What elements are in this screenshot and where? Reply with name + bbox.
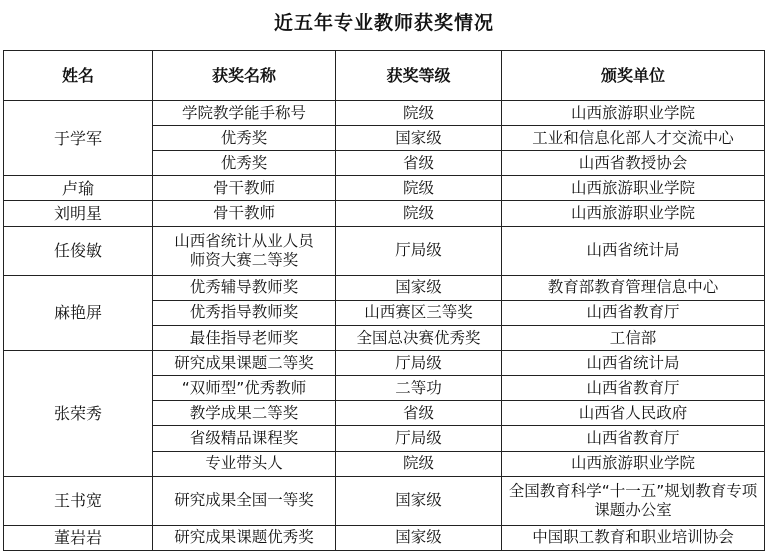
level-cell: 厅局级 [336,351,502,376]
level-cell: 院级 [336,201,502,226]
award-cell: “双师型”优秀教师 [153,376,336,401]
issuer-cell: 山西省人民政府 [502,401,765,426]
level-cell: 厅局级 [336,426,502,451]
level-cell: 省级 [336,401,502,426]
level-cell: 国家级 [336,525,502,550]
teacher-name-cell: 张荣秀 [4,351,153,477]
table-row [4,226,765,275]
teacher-name-cell: 王书宽 [4,476,153,525]
column-header-award: 获奖名称 [153,51,336,101]
column-header-name: 姓名 [4,51,153,101]
level-cell: 国家级 [336,476,502,525]
table-row [4,351,765,376]
award-cell: 优秀奖 [153,151,336,176]
level-cell: 国家级 [336,126,502,151]
teacher-name-cell: 卢瑜 [4,176,153,201]
award-cell: 研究成果课题二等奖 [153,351,336,376]
awards-table [3,50,765,551]
issuer-cell: 山西旅游职业学院 [502,451,765,476]
issuer-cell: 山西省统计局 [502,351,765,376]
table-row [4,201,765,226]
award-cell: 省级精品课程奖 [153,426,336,451]
level-cell: 省级 [336,151,502,176]
award-cell: 骨干教师 [153,201,336,226]
issuer-cell: 山西省统计局 [502,226,765,275]
teacher-name-cell: 刘明星 [4,201,153,226]
teacher-name-cell: 任俊敏 [4,226,153,275]
award-cell: 研究成果课题优秀奖 [153,525,336,550]
award-cell: 研究成果全国一等奖 [153,476,336,525]
level-cell: 院级 [336,176,502,201]
award-cell: 专业带头人 [153,451,336,476]
award-cell: 山西省统计从业人员师资大赛二等奖 [153,226,336,275]
issuer-cell: 中国职工教育和职业培训协会 [502,525,765,550]
award-cell: 最佳指导老师奖 [153,325,336,350]
level-cell: 院级 [336,451,502,476]
issuer-cell: 山西旅游职业学院 [502,101,765,126]
header-row [4,51,765,101]
page-title: 近五年专业教师获奖情况 [273,12,494,34]
award-cell: 优秀奖 [153,126,336,151]
issuer-cell: 山西旅游职业学院 [502,201,765,226]
level-cell: 全国总决赛优秀奖 [336,325,502,350]
issuer-cell: 山西省教授协会 [502,151,765,176]
issuer-cell: 工业和信息化部人才交流中心 [502,126,765,151]
table-row [4,476,765,525]
table-row [4,176,765,201]
award-cell: 学院教学能手称号 [153,101,336,126]
level-cell: 二等功 [336,376,502,401]
level-cell: 院级 [336,101,502,126]
table-row [4,275,765,300]
level-cell: 国家级 [336,275,502,300]
level-cell: 厅局级 [336,226,502,275]
issuer-cell: 山西旅游职业学院 [502,176,765,201]
level-cell: 山西赛区三等奖 [336,300,502,325]
column-header-issuer: 颁奖单位 [502,51,765,101]
table-row [4,101,765,126]
issuer-cell: 山西省教育厅 [502,376,765,401]
award-cell: 教学成果二等奖 [153,401,336,426]
teacher-name-cell: 董岩岩 [4,525,153,550]
award-cell: 优秀辅导教师奖 [153,275,336,300]
teacher-name-cell: 麻艳屏 [4,275,153,350]
teacher-name-cell: 于学军 [4,101,153,176]
issuer-cell: 教育部教育管理信息中心 [502,275,765,300]
issuer-cell: 山西省教育厅 [502,426,765,451]
award-cell: 骨干教师 [153,176,336,201]
award-cell: 优秀指导教师奖 [153,300,336,325]
issuer-cell: 全国教育科学“十一五”规划教育专项课题办公室 [502,476,765,525]
issuer-cell: 山西省教育厅 [502,300,765,325]
column-header-level: 获奖等级 [336,51,502,101]
issuer-cell: 工信部 [502,325,765,350]
table-row [4,525,765,550]
